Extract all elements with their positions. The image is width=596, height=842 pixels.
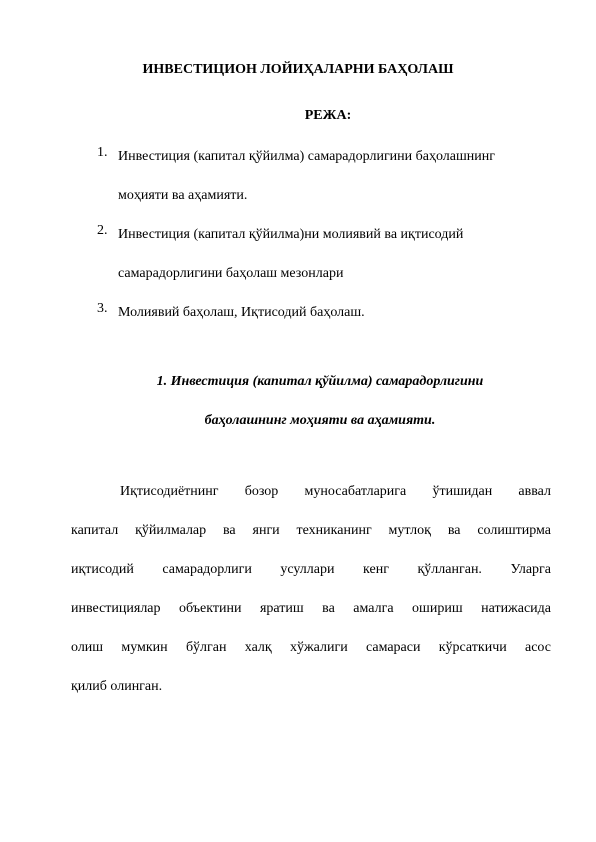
paragraph-line: қилиб олинган.: [71, 679, 163, 694]
paragraph-line: капитал қўйилмалар ва янги техниканинг мутлоқ ва солиштирма: [71, 523, 551, 538]
plan-item-text-line: Молиявий баҳолаш, Иқтисодий баҳолаш.: [118, 305, 365, 320]
plan-item-number: 3.: [97, 301, 108, 316]
plan-item-3: [97, 301, 567, 340]
plan-item-text-line: Инвестиция (капитал қўйилма) самарадорлигини баҳолашнинг: [118, 149, 496, 164]
paragraph-line: иқтисодий самарадорлиги усуллари кенг қўлланган. Уларга: [71, 562, 551, 577]
plan-heading: РЕЖА:: [304, 108, 352, 123]
body-paragraph: [71, 480, 551, 714]
section-heading-line: 1. Инвестиция (капитал қўйилма) самарадорлигини: [156, 374, 484, 389]
plan-item-2: [97, 223, 567, 301]
plan-item-1: [97, 145, 567, 223]
plan-item-text-line: Инвестиция (капитал қўйилма)ни молиявий ва иқтисодий: [118, 227, 464, 242]
section-heading: [0, 370, 596, 448]
plan-item-text-line: моҳияти ва аҳамияти.: [118, 188, 248, 203]
plan-item-number: 1.: [97, 145, 108, 160]
section-heading-line: баҳолашнинг моҳияти ва аҳамияти.: [204, 413, 436, 428]
document-title: ИНВЕСТИЦИОН ЛОЙИҲАЛАРНИ БАҲОЛАШ: [142, 62, 454, 77]
plan-list: [97, 145, 567, 340]
plan-item-number: 2.: [97, 223, 108, 238]
paragraph-line: инвестициялар объектини яратиш ва амалга ошириш натижасида: [71, 601, 551, 616]
paragraph-line: Иқтисодиётнинг бозор муносабатларига ўтишидан аввал: [120, 484, 551, 499]
plan-item-text-line: самарадорлигини баҳолаш мезонлари: [118, 266, 344, 281]
paragraph-line: олиш мумкин бўлган халқ хўжалиги самараси кўрсаткичи асос: [71, 640, 551, 655]
